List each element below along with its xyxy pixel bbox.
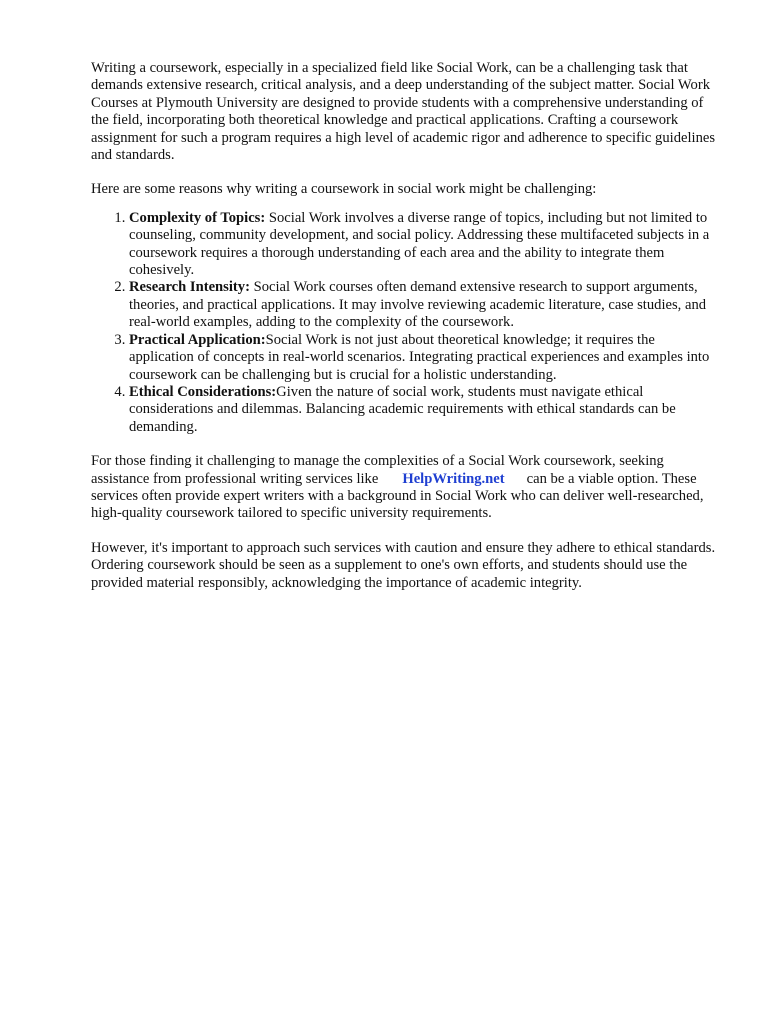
reason-item-practical [129, 332, 721, 384]
reason-term: Practical Application: [129, 331, 266, 348]
reason-text: Social Work is not just about theoretical knowledge; it requires the application of concepts in real-world scenarios. Integrating practical experiences and examples into coursework can be challenging but is crucial for a holistic understanding. [129, 331, 710, 383]
reason-text: Given the nature of social work, students must navigate ethical considerations and dilemmas. Balancing academic requirements with ethical standards can be demanding. [129, 383, 676, 435]
helpwriting-link[interactable]: HelpWriting.net [402, 470, 505, 487]
reason-text: Social Work involves a diverse range of topics, including but not limited to counseling, community development, and social policy. Addressing these multifaceted subjects in a coursework requires a thorough understanding of each area and the ability to integrate them cohesively. [129, 209, 710, 279]
intro-paragraph: Writing a coursework, especially in a specialized field like Social Work, can be a challenging task that demands extensive research, critical analysis, and a deep understanding of the subject matter. Social Work Courses at Plymouth University are designed to provide students with a comprehensive understanding of the field, incorporating both theoretical knowledge and practical applications. Crafting a coursework assignment for such a program requires a high level of academic rigor and adherence to specific guidelines and standards. [91, 60, 716, 164]
reasons-list [91, 210, 721, 436]
services-paragraph [91, 453, 721, 523]
reason-item-ethical [129, 384, 721, 436]
reason-item-research [129, 279, 721, 331]
closing-paragraph: However, it's important to approach such services with caution and ensure they adhere to ethical standards. Ordering coursework should be seen as a supplement to one's own efforts, and students should use the provided material responsibly, acknowledging the importance of academic integrity. [91, 539, 716, 591]
reason-term: Ethical Considerations: [129, 383, 277, 400]
reason-term: Complexity of Topics: [129, 209, 266, 226]
services-text-before: For those finding it challenging to manage the complexities of a Social Work coursework, seeking assistance from professional writing services like [91, 453, 664, 487]
reason-item-complexity [129, 210, 721, 280]
services-text-after: can be a viable option. These services often provide expert writers with a background in Social Work who can deliver well-researched, high-quality coursework tailored to specific university requirements. [91, 470, 704, 522]
document-page [91, 60, 721, 592]
reason-text: Social Work courses often demand extensive research to support arguments, theories, and practical applications. It may involve reviewing academic literature, case studies, and real-world examples, adding to the complexity of the coursework. [129, 279, 707, 331]
reason-term: Research Intensity: [129, 279, 250, 296]
reasons-lead-paragraph: Here are some reasons why writing a coursework in social work might be challenging: [91, 181, 597, 198]
